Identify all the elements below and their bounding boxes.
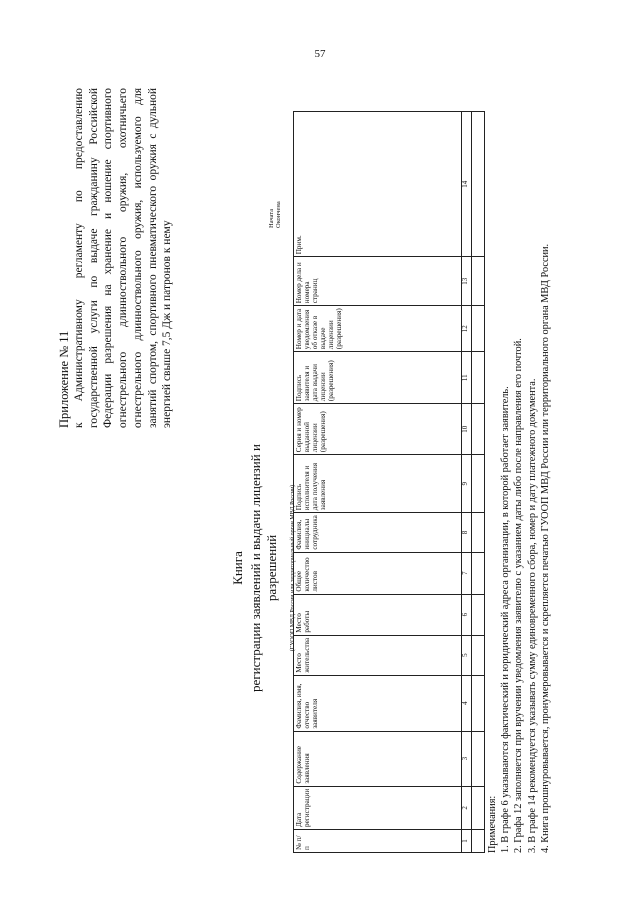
start-end-labels: [268, 201, 283, 228]
column-header: Подпись исполнителя и дата получения заявления: [294, 455, 462, 513]
column-header: Место жительства: [294, 635, 462, 675]
book-org: (ГУООП МВД России или территориальный орган МВД России): [290, 484, 296, 652]
column-number: 8: [462, 513, 472, 552]
ended-label: Окончена: [275, 201, 283, 228]
notes-title: Примечания:: [487, 795, 498, 853]
column-number: 2: [462, 786, 472, 829]
column-number: 4: [462, 675, 472, 731]
column-number: 11: [462, 352, 472, 404]
table-cell: [472, 786, 485, 829]
column-header: № п/п: [294, 830, 462, 853]
note-item: 2. Графа 12 заполняется при вручении уведомления заявителю с указанием даты либо после направления его почтой.: [513, 338, 525, 853]
column-header: Номер и дата уведомления об отказе в выдаче лицензии (разрешения): [294, 306, 462, 352]
page-number: 57: [314, 48, 326, 60]
column-header: Подпись заявителя и дата выдачи лицензии (разрешения): [294, 352, 462, 404]
column-number: 1: [462, 830, 472, 853]
table-cell: [472, 635, 485, 675]
table-cell: [472, 404, 485, 455]
column-number: 13: [462, 257, 472, 306]
column-number: 9: [462, 455, 472, 513]
table-header-row: [294, 112, 462, 853]
started-label: Начата: [268, 208, 275, 228]
table-cell: [472, 552, 485, 594]
table-cell: [472, 257, 485, 306]
registration-table: [293, 111, 485, 853]
rotated-page: [50, 68, 580, 868]
table-cell: [472, 731, 485, 786]
table-row: [472, 112, 485, 853]
table-cell: [472, 830, 485, 853]
column-header: Фамилия, инициалы сотрудника: [294, 513, 462, 552]
note-item: 3. В графе 14 рекомендуется указывать сумму единовременного сбора, номер и дату платежного документа.: [526, 378, 538, 853]
column-number: 7: [462, 552, 472, 594]
table-cell: [472, 513, 485, 552]
column-number: 5: [462, 635, 472, 675]
table-cell: [472, 675, 485, 731]
column-number: 12: [462, 306, 472, 352]
column-header: Дата регистрации: [294, 786, 462, 829]
column-header: Прим.: [294, 112, 462, 257]
column-header: Общее количество листов: [294, 552, 462, 594]
table-cell: [472, 455, 485, 513]
column-number: 3: [462, 731, 472, 786]
note-item: 4. Книга прошнуровывается, пронумеровывается и скрепляется печатью ГУООП МВД России или территориального органа МВД России.: [539, 243, 551, 853]
book-heading: [230, 418, 296, 718]
notes-block: [486, 73, 552, 853]
table-cell: [472, 306, 485, 352]
column-header: Фамилия, имя, отчество заявителя: [294, 675, 462, 731]
note-item: 1. В графе 6 указываются фактический и юридический адреса организации, в которой работает заявитель.: [500, 386, 512, 853]
column-header: Серия и номер выданной лицензии (разрешения): [294, 404, 462, 455]
column-number: 10: [462, 404, 472, 455]
book-subtitle: регистрации заявлений и выдачи лицензий и разрешений: [248, 444, 279, 692]
column-header: Номер дела и номера страниц: [294, 257, 462, 306]
appendix-block: [56, 88, 175, 428]
table-cell: [472, 594, 485, 635]
column-header: Содержание заявления: [294, 731, 462, 786]
column-number: 14: [462, 112, 472, 257]
rotated-content: [50, 68, 580, 868]
column-number-row: [462, 112, 472, 853]
column-number: 6: [462, 594, 472, 635]
table-cell: [472, 112, 485, 257]
table-cell: [472, 352, 485, 404]
book-title: Книга: [230, 551, 245, 585]
appendix-body: к Административному регламенту по предоставлению государственной услуги по выдаче гражданину Российской Федерации разрешения на хранение и ношение спортивного огнестрельного длинноствольного оружия, охотничьего огнестрельного длинноствольного оружия, используемого для занятий спортом, спортивного пневматического оружия с дульной энергией свыше 7,5 Дж и патронов к нему: [73, 88, 174, 428]
appendix-title: Приложение № 11: [57, 330, 71, 428]
column-header: Место работы: [294, 594, 462, 635]
